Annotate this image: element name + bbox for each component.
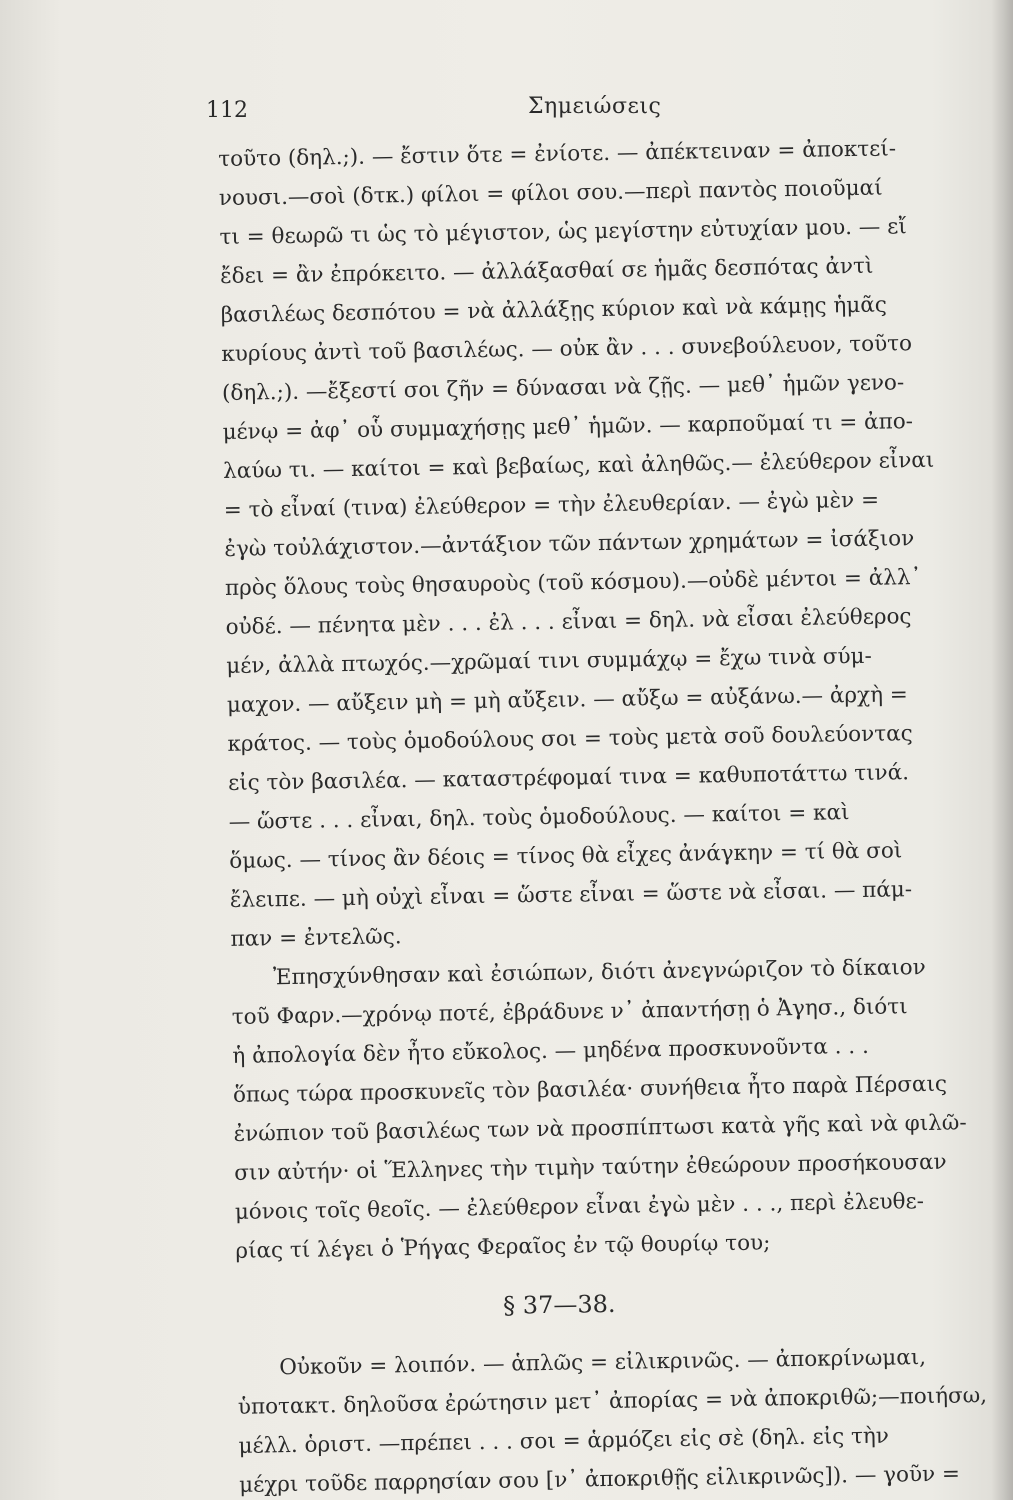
text-line: ἡ ἀπολογία δὲν ἦτο εὔκολος. — μηδένα προσκυνοῦντα . . . (232, 1033, 870, 1069)
text-line: σιν αὐτήν· οἱ Ἕλληνες τὴν τιμὴν ταύτην ἐθεώρουν προσήκουσαν (234, 1149, 947, 1186)
text-line: ἔδει = ἂν ἐπρόκειτο. — ἀλλάξασθαί σε ἡμᾶς δεσπότας ἀντὶ (219, 253, 874, 289)
page-header (0, 92, 1013, 132)
text-line: μέχρι τοῦδε παρρησίαν σου [ν᾽ ἀποκριθῇς εἰλικρινῶς]). — γοῦν = (238, 1461, 961, 1498)
text-line: ἔλειπε. — μὴ οὐχὶ εἶναι = ὥστε εἶναι = ὥστε νὰ εἶσαι. — πάμ- (229, 877, 913, 913)
text-line: πρὸς ὅλους τοὺς θησαυροὺς (τοῦ κόσμου).—οὐδὲ μέντοι = ἀλλ᾽ (224, 565, 922, 601)
notes-block-1 (218, 128, 1007, 959)
notes-block-2 (231, 947, 1012, 1271)
text-line: νουσι.—σοὶ (δτκ.) φίλοι = φίλοι σου.—περὶ παντὸς ποιοῦμαί (218, 175, 883, 211)
text-line: οὐδέ. — πένητα μὲν . . . ἐλ . . . εἶναι = δηλ. νὰ εἶσαι ἐλεύθερος (225, 604, 912, 640)
text-line: παν = ἐντελῶς. (230, 924, 402, 952)
page-number: 112 (206, 98, 248, 123)
text-line: τοῦτο (δηλ.;). — ἔστιν ὅτε = ἐνίοτε. — ἀπέκτειναν = ἀποκτεί- (218, 136, 897, 172)
text-line: μαχον. — αὔξειν μὴ = μὴ αὔξειν. — αὔξω = αὐξάνω.— ἀρχὴ = (226, 682, 909, 718)
text-line: — ὥστε . . . εἶναι, δηλ. τοὺς ὁμοδούλους. — καίτοι = καὶ (228, 800, 850, 835)
running-head: Σημειώσεις (528, 94, 662, 119)
text-line: = τὸ εἶναί (τινα) ἐλεύθερον = τὴν ἐλευθερίαν. — ἐγὼ μὲν = (223, 487, 880, 523)
text-line: μένῳ = ἀφ᾽ οὗ συμμαχήσῃς μεθ᾽ ἡμῶν. — καρποῦμαί τι = ἀπο- (222, 409, 914, 445)
text-line: Οὐκοῦν = λοιπόν. — ἁπλῶς = εἰλικρινῶς. — ἀποκρίνωμαι, (279, 1345, 927, 1381)
text-line: Ἐπησχύνθησαν καὶ ἐσιώπων, διότι ἀνεγνώριζον τὸ δίκαιον (272, 954, 926, 991)
text-line: ἐγὼ τοὐλάχιστον.—ἀντάξιον τῶν πάντων χρημάτων = ἰσάξιον (224, 526, 915, 562)
text-line: μόνοις τοῖς θεοῖς. — ἐλεύθερον εἶναι ἐγὼ μὲν . . ., περὶ ἐλευθε- (234, 1189, 925, 1225)
text-line: κυρίους ἀντὶ τοῦ βασιλέως. — οὐκ ἂν . . . συνεβούλευον, τοῦτο (221, 331, 913, 367)
text-line: (δηλ.;). —ἔξεστί σοι ζῆν = δύνασαι νὰ ζῇς. — μεθ᾽ ἡμῶν γενο- (221, 370, 905, 406)
text-line: μέλλ. ὁριστ. —πρέπει . . . σοι = ἁρμόζει εἰς σὲ (δηλ. εἰς τὴν (238, 1423, 890, 1459)
notes-block-3 (237, 1337, 1013, 1500)
text-line: τοῦ Φαρν.—χρόνῳ ποτέ, ἐβράδυνε ν᾽ ἀπαντήσῃ ὁ Ἀγησ., διότι (231, 994, 908, 1030)
text-line: τι = θεωρῶ τι ὡς τὸ μέγιστον, ὡς μεγίστην εὐτυχίαν μου. — εἴ (219, 214, 907, 250)
text-line: ἐνώπιον τοῦ βασιλέως των νὰ προσπίπτωσι κατὰ γῆς καὶ νὰ φιλῶ- (233, 1110, 967, 1147)
text-line: εἰς τὸν βασιλέα. — καταστρέφομαί τινα = καθυποτάττω τινά. (227, 760, 910, 796)
text-line: λαύω τι. — καίτοι = καὶ βεβαίως, καὶ ἀληθῶς.— ἐλεύθερον εἶναι (223, 447, 935, 484)
text-line: κράτος. — τοὺς ὁμοδούλους σοι = τοὺς μετὰ σοῦ δουλεύοντας (227, 721, 913, 757)
page-edge-shadow (991, 0, 1013, 1500)
body-text (218, 128, 1013, 1500)
text-line: βασιλέως δεσπότου = νὰ ἀλλάξῃς κύριον καὶ νὰ κάμῃς ἡμᾶς (220, 292, 888, 328)
text-line: ρίας τί λέγει ὁ Ῥήγας Φεραῖος ἐν τῷ θουρίῳ του; (235, 1230, 771, 1264)
text-line: ὑποτακτ. δηλοῦσα ἐρώτησιν μετ᾽ ἀπορίας = νὰ ἀποκριθῶ;—ποιήσω, (237, 1383, 988, 1420)
text-line: ὅπως τώρα προσκυνεῖς τὸν βασιλέα· συνήθεια ἦτο παρὰ Πέρσαις (232, 1071, 948, 1108)
section-heading: § 37—38. (502, 1289, 616, 1320)
text-line: ὅμως. — τίνος ἂν δέοις = τίνος θὰ εἶχες ἀνάγκην = τί θὰ σοὶ (229, 838, 903, 874)
text-line: μέν, ἀλλὰ πτωχός.—χρῶμαί τινι συμμάχῳ = ἔχω τινὰ σύμ- (226, 643, 872, 679)
